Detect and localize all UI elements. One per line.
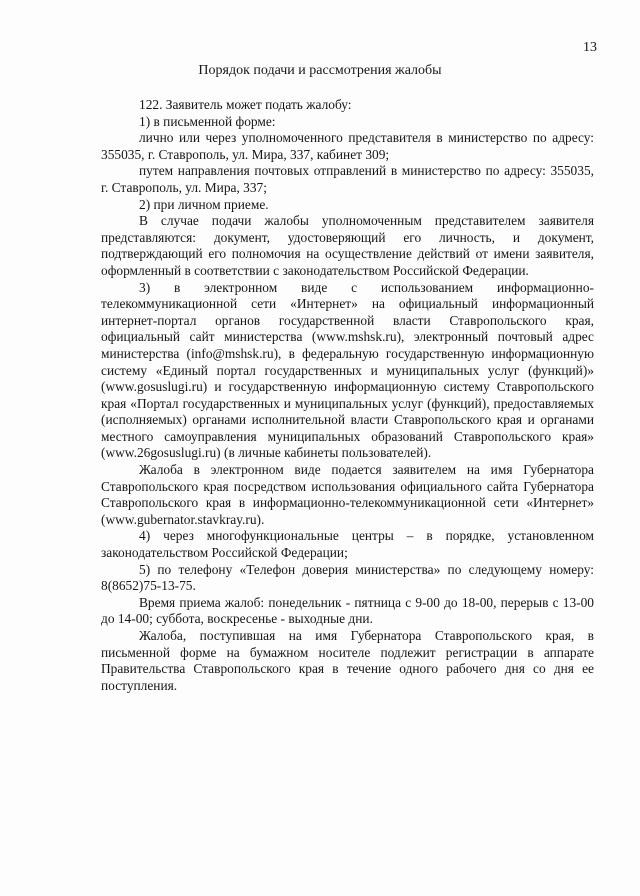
paragraph-postal-address: путем направления почтовых отправлений в министерство по адресу: 355035, г. Ставрополь, ул. Мира, 337; xyxy=(101,163,594,195)
paragraph-electronic-form: 3) в электронном виде с использованием информационно-телекоммуникационной сети «Интернет» на официальный информационный интернет-портал органов государственной власти Ставропольского края, официальный сайт министерства (www.mshsk.ru), электронный почтовый адрес министерства (info@mshsk.ru), в федеральную государственную информационную систему «Единый портал государственных и муниципальных услуг (функций)» (www.gosuslugi.ru) и государственную информационную систему Ставропольского края «Портал государственных и муниципальных услуг (функций), предоставляемых (исполняемых) органами исполнительной власти Ставропольского края и органами местного самоуправления муниципальных образований Ставропольского края» (www.26gosuslugi.ru) (в личные кабинеты пользователей). xyxy=(101,279,594,461)
paragraph-in-person-address: лично или через уполномоченного представителя в министерство по адресу: 355035, г. Ставрополь, ул. Мира, 337, кабинет 309; xyxy=(101,130,594,162)
paragraph-governor-electronic: Жалоба в электронном виде подается заявителем на имя Губернатора Ставропольского края посредством использования официального сайта Губернатора Ставропольского края в информационно-телекоммуникационной сети «Интернет» (www.gubernator.stavkray.ru). xyxy=(101,462,594,527)
paragraph-hotline-phone: 5) по телефону «Телефон доверия министерства» по следующему номеру: 8(8652)75-13-75. xyxy=(101,561,594,594)
paragraph-representative-documents: В случае подачи жалобы уполномоченным представителем заявителя представляются: документ, удостоверяющий его личность, и документ, подтверждающий его полномочия на осуществление действий от имени заявителя, оформленный в соответствии с законодательством Российской Федерации. xyxy=(101,213,594,278)
section-title: Порядок подачи и рассмотрения жалобы xyxy=(198,63,442,78)
paragraph-clause-122: 122. Заявитель может подать жалобу: xyxy=(139,97,352,112)
document-body xyxy=(101,97,594,694)
page-number: 13 xyxy=(583,40,597,55)
paragraph-registration: Жалоба, поступившая на имя Губернатора Ставропольского края, в письменной форме на бумажном носителе подлежит регистрации в аппарате Правительства Ставропольского края в течение одного рабочего дня со дня ее поступления. xyxy=(101,628,594,693)
paragraph-mfc: 4) через многофункциональные центры – в порядке, установленном законодательством Российской Федерации; xyxy=(101,528,594,561)
paragraph-written-form: 1) в письменной форме: xyxy=(139,113,276,129)
paragraph-personal-reception: 2) при личном приеме. xyxy=(139,196,269,212)
paragraph-reception-hours: Время приема жалоб: понедельник - пятница с 9-00 до 18-00, перерыв с 13-00 до 14-00; суббота, воскресенье - выходные дни. xyxy=(101,594,594,627)
